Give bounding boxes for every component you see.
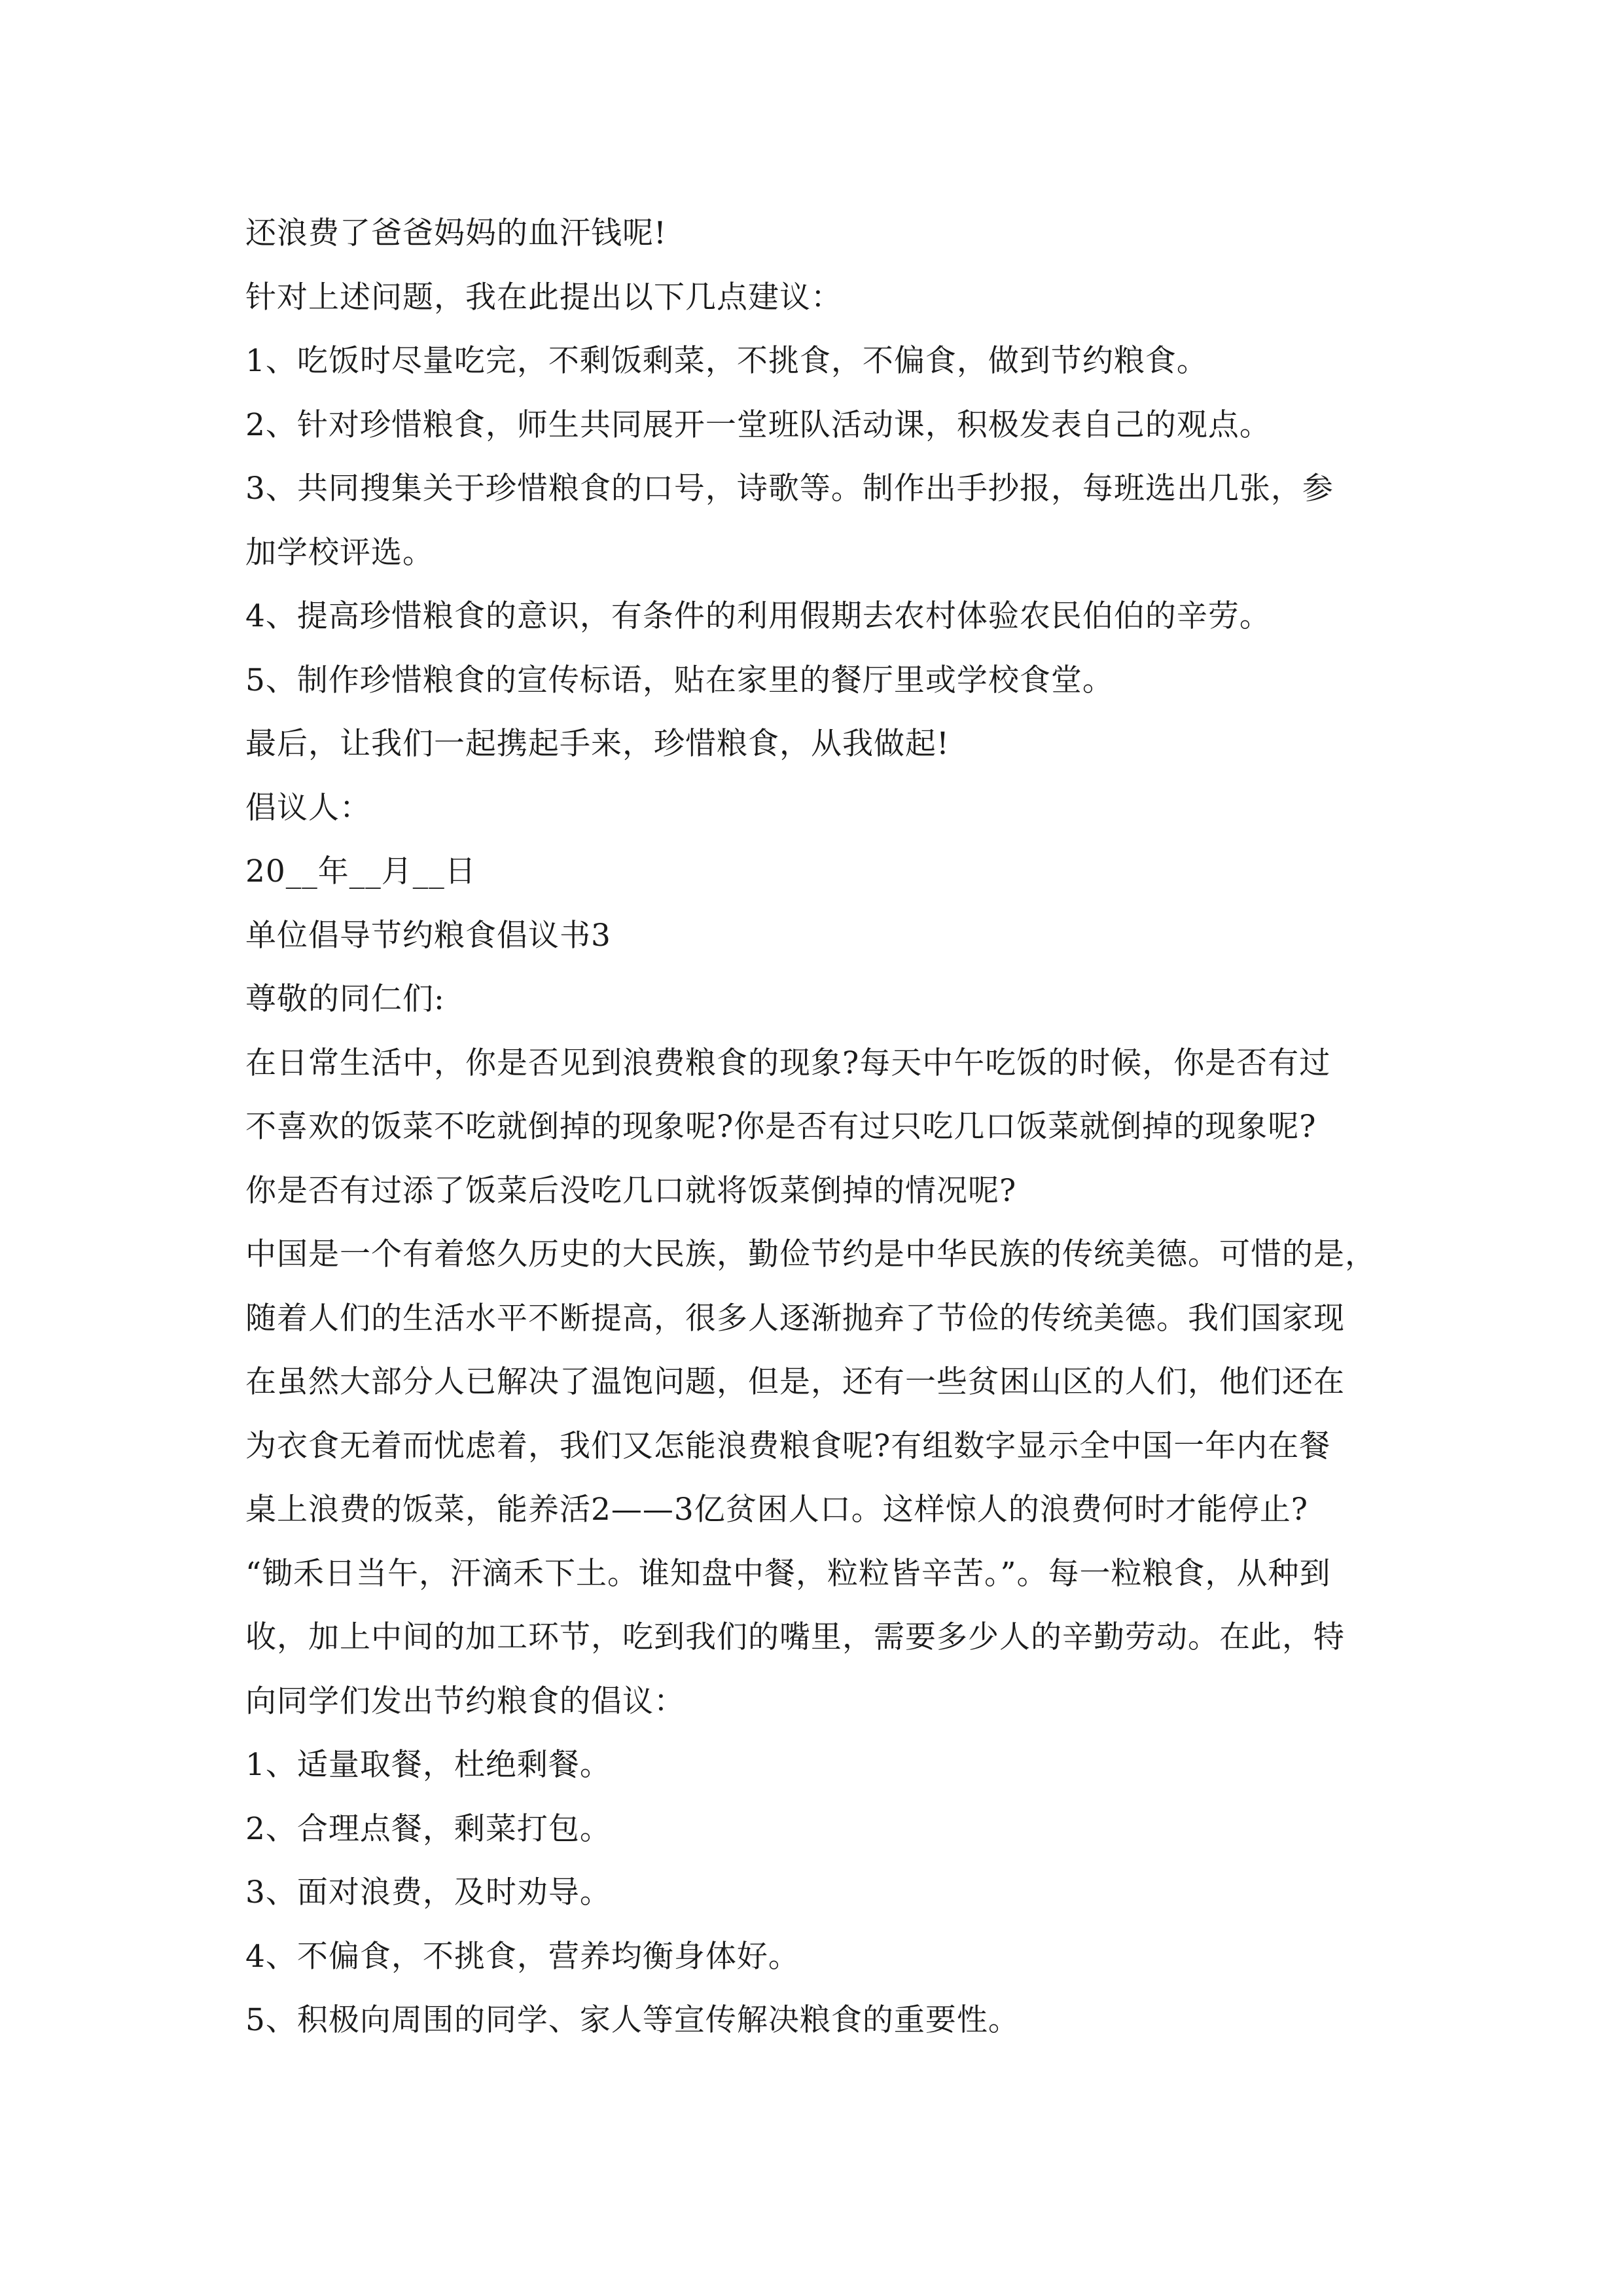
date-line: 20__年__月__日 <box>245 853 476 889</box>
section-title: 单位倡导节约粮食倡议书3 <box>245 917 611 954</box>
text-line: 收，加上中间的加工环节，吃到我们的嘴里，需要多少人的辛勤劳动。在此，特 <box>245 1619 1345 1655</box>
text-line: 桌上浪费的饭菜，能养活2——3亿贫困人口。这样惊人的浪费何时才能停止? <box>245 1492 1309 1528</box>
text-line: 随着人们的生活水平不断提高，很多人逐渐抛弃了节俭的传统美德。我们国家现 <box>245 1300 1345 1336</box>
text-line: 还浪费了爸爸妈妈的血汗钱呢! <box>245 215 667 251</box>
list-item-continued: 加学校评选。 <box>245 534 434 571</box>
text-line: 在虽然大部分人已解决了温饱问题，但是，还有一些贫困山区的人们，他们还在 <box>245 1364 1345 1400</box>
text-line: 在日常生活中，你是否见到浪费粮食的现象?每天中午吃饭的时候，你是否有过 <box>245 1045 1331 1081</box>
list-item: 1、适量取餐，杜绝剩餐。 <box>245 1747 611 1783</box>
text-line: 不喜欢的饭菜不吃就倒掉的现象呢?你是否有过只吃几口饭菜就倒掉的现象呢? <box>245 1109 1317 1145</box>
list-item: 3、共同搜集关于珍惜粮食的口号，诗歌等。制作出手抄报，每班选出几张，参 <box>245 471 1334 507</box>
list-item: 1、吃饭时尽量吃完，不剩饭剩菜，不挑食，不偏食，做到节约粮食。 <box>245 343 1208 379</box>
text-line: 你是否有过添了饭菜后没吃几口就将饭菜倒掉的情况呢? <box>245 1172 1017 1209</box>
text-line: 为衣食无着而忧虑着，我们又怎能浪费粮食呢?有组数字显示全中国一年内在餐 <box>245 1427 1331 1464</box>
list-item: 5、积极向周围的同学、家人等宣传解决粮食的重要性。 <box>245 2002 1020 2038</box>
text-line: “锄禾日当午，汗滴禾下土。谁知盘中餐，粒粒皆辛苦。”。每一粒粮食，从种到 <box>245 1555 1331 1592</box>
list-item: 2、合理点餐，剩菜打包。 <box>245 1810 611 1847</box>
text-line: 向同学们发出节约粮食的倡议： <box>245 1683 685 1719</box>
list-item: 2、针对珍惜粮食，师生共同展开一堂班队活动课，积极发表自己的观点。 <box>245 406 1271 443</box>
list-item: 4、提高珍惜粮食的意识，有条件的利用假期去农村体验农民伯伯的辛劳。 <box>245 598 1271 634</box>
list-item: 5、制作珍惜粮食的宣传标语，贴在家里的餐厅里或学校食堂。 <box>245 662 1114 698</box>
text-line: 最后，让我们一起携起手来，珍惜粮食，从我做起! <box>245 726 950 762</box>
signature-label: 倡议人： <box>245 789 371 826</box>
list-item: 4、不偏食，不挑食，营养均衡身体好。 <box>245 1938 800 1975</box>
text-line: 针对上述问题，我在此提出以下几点建议： <box>245 279 842 315</box>
salutation: 尊敬的同仁们: <box>245 981 445 1017</box>
document-body <box>245 202 1381 2053</box>
list-item: 3、面对浪费，及时劝导。 <box>245 1874 611 1910</box>
text-line: 中国是一个有着悠久历史的大民族，勤俭节约是中华民族的传统美德。可惜的是， <box>245 1236 1376 1272</box>
